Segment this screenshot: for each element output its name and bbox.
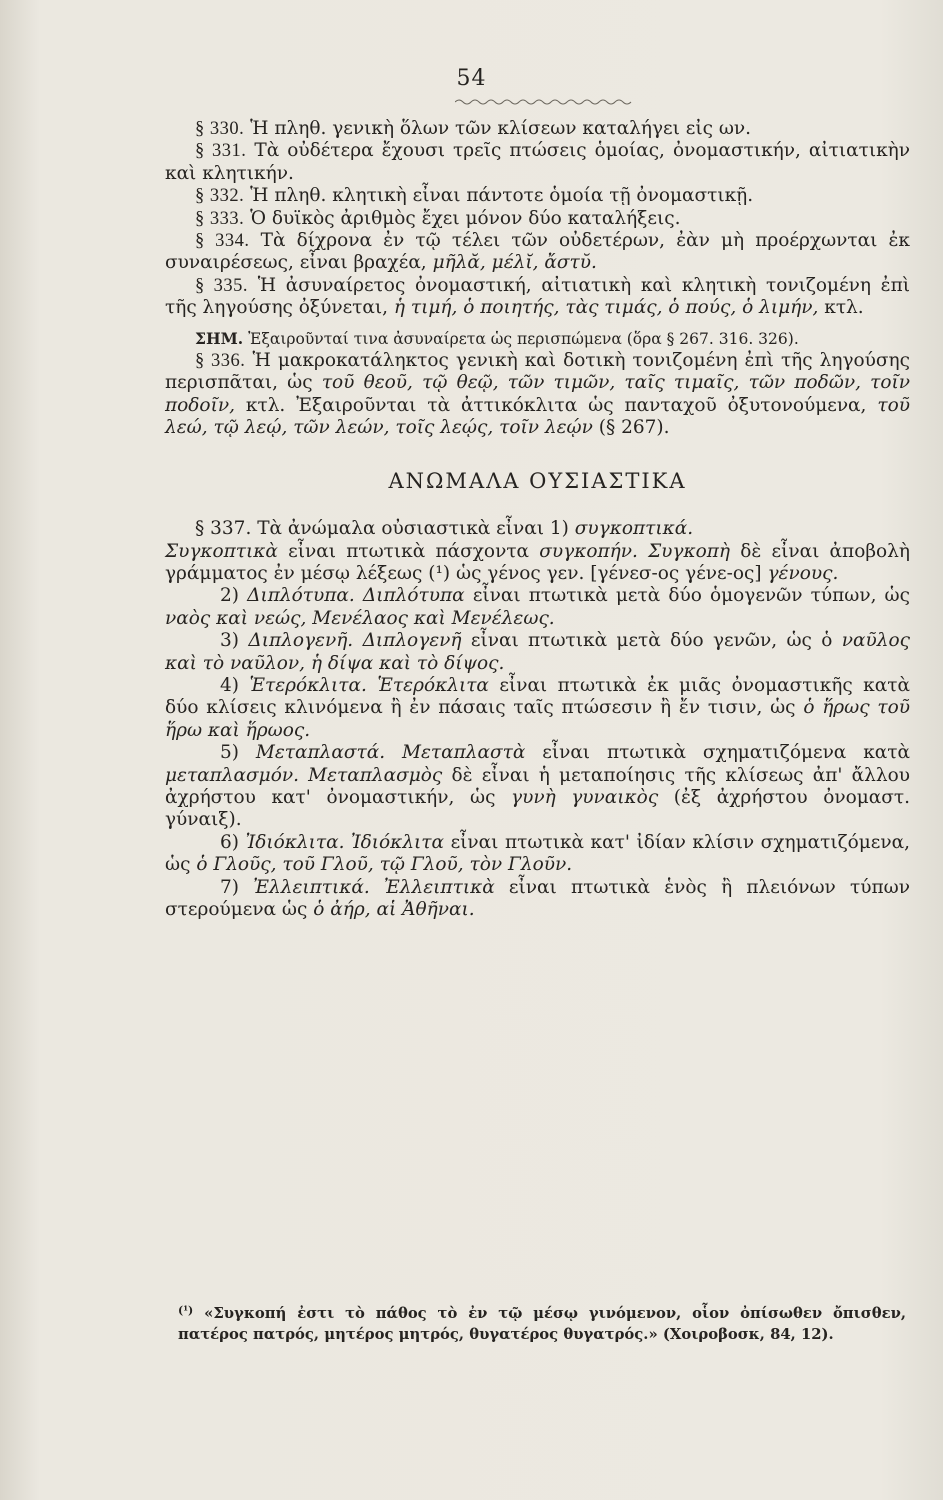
item-eteroklita: 4) Ἑτερόκλιτα. Ἑτερόκλιτα εἶναι πτωτικὰ ἐκ μιᾶς ὀνομαστικῆς κατὰ δύο κλίσεις κλινόμενα ἢ ἐν πάσαις ταῖς πτώσεσιν ἢ ἔν τισιν, ὡς ὁ ἥρως τοῦ ἥρω καὶ ἥρωος. [165,674,910,741]
paragraph-337-definition: Συγκοπτικὰ εἶναι πτωτικὰ πάσχοντα συγκοπήν. Συγκοπὴ δὲ εἶναι ἀποβολὴ γράμματος ἐν μέσῳ λέξεως (¹) ὡς γένος γεν. [γένεσ-ος γένε-ος] γένους. [165,540,910,584]
footnote-mark: (¹) [178,1304,194,1317]
section-heading: ΑΝΩΜΑΛΑ ΟΥΣΙΑΣΤΙΚΑ [388,468,687,493]
page-body [165,118,910,921]
paragraph-336: § 336. Ἡ μακροκατάληκτος γενικὴ καὶ δοτικὴ τονιζομένη ἐπὶ τῆς ληγούσης περισπᾶται, ὡς τοῦ θεοῦ, τῷ θεῷ, τῶν τιμῶν, ταῖς τιμαῖς, τῶν ποδῶν, τοῖν ποδοῖν, κτλ. Ἐξαιροῦνται τὰ ἀττικόκλιτα ὡς πανταχοῦ ὀξυτονούμενα, τοῦ λεώ, τῷ λεῴ, τῶν λεών, τοῖς λεῴς, τοῖν λεῴν (§ 267). [165,350,911,439]
paragraph-335: § 335. Ἡ ἀσυναίρετος ὀνομαστική, αἰτιατικὴ καὶ κλητικὴ τονιζομένη ἐπὶ τῆς ληγούσης ὀξύνεται, ἡ τιμή, ὁ ποιητής, τὰς τιμάς, ὁ πούς, ὁ λιμήν, κτλ. [165,274,910,319]
page-number: 54 [456,66,487,91]
item-diplotypa: 2) Διπλότυπα. Διπλότυπα εἶναι πτωτικὰ μετὰ δύο ὁμογενῶν τύπων, ὡς ναὸς καὶ νεώς, Μενέλαος καὶ Μενέλεως. [165,585,911,629]
item-elleiptika: 7) Ἐλλειπτικά. Ἐλλειπτικὰ εἶναι πτωτικὰ ἑνὸς ἢ πλειόνων τύπων στερούμενα ὡς ὁ ἀήρ, αἱ Ἀθῆναι. [165,876,910,920]
paragraph-331: § 331. Τὰ οὐδέτερα ἔχουσι τρεῖς πτώσεις ὁμοίας, ὀνομαστικήν, αἰτιατικὴν καὶ κλητικήν. [165,140,911,184]
footnote-text: «Συγκοπή ἐστι τὸ πάθος τὸ ἐν τῷ μέσῳ γινόμενον, οἷον ὀπίσωθεν ὄπισθεν, πατέρος πατρός, μητέρος μητρός, θυγατέρος θυγατρός.» (Χοιροβοσκ, 84, 12). [178,1305,906,1343]
paragraph-330: § 330. Ἡ πληθ. γενικὴ ὅλων τῶν κλίσεων καταλήγει εἰς ων. [195,118,752,139]
item-metaplasta: 5) Μεταπλαστά. Μεταπλαστὰ εἶναι πτωτικὰ σχηματιζόμενα κατὰ μεταπλασμόν. Μεταπλασμὸς δὲ εἶναι ἡ μεταποίησις τῆς κλίσεως ἀπ' ἄλλου ἀχρήστου κατ' ὀνομαστικήν, ὡς γυνὴ γυναικὸς (ἐξ ἀχρήστου ὀνομαστ. γύναιξ). [165,742,910,831]
item-diplogeni: 3) Διπλογενῆ. Διπλογενῆ εἶναι πτωτικὰ μετὰ δύο γενῶν, ὡς ὁ ναῦλος καὶ τὸ ναῦλον, ἡ δίψα καὶ τὸ δίψος. [165,630,910,674]
header-ornament [455,96,635,108]
paragraph-333: § 333. Ὁ δυϊκὸς ἀριθμὸς ἔχει μόνον δύο καταλήξεις. [195,207,681,229]
paragraph-334: § 334. Τὰ δίχρονα ἐν τῷ τέλει τῶν οὐδετέρων, ἐὰν μὴ προέρχωνται ἐκ συναιρέσεως, εἶναι βραχέα, μῆλᾰ, μέλῐ, ἄστῠ. [165,230,910,274]
paragraph-337: § 337. Τὰ ἀνώμαλα οὐσιαστικὰ εἶναι 1) συγκοπτικά. [195,518,694,540]
note-sim: ΣΗΜ. Ἐξαιροῦνταί τινα ἀσυναίρετα ὡς περισπώμενα (ὅρα § 267. 316. 326). [195,328,799,348]
paragraph-332: § 332. Ἡ πληθ. κλητικὴ εἶναι πάντοτε ὁμοία τῇ ὀνομαστικῇ. [195,185,754,207]
footnote [178,1300,906,1345]
item-idioklita: 6) Ἰδιόκλιτα. Ἰδιόκλιτα εἶναι πτωτικὰ κατ' ἰδίαν κλίσιν σχηματιζόμενα, ὡς ὁ Γλοῦς, τοῦ Γλοῦ, τῷ Γλοῦ, τὸν Γλοῦν. [165,831,910,876]
